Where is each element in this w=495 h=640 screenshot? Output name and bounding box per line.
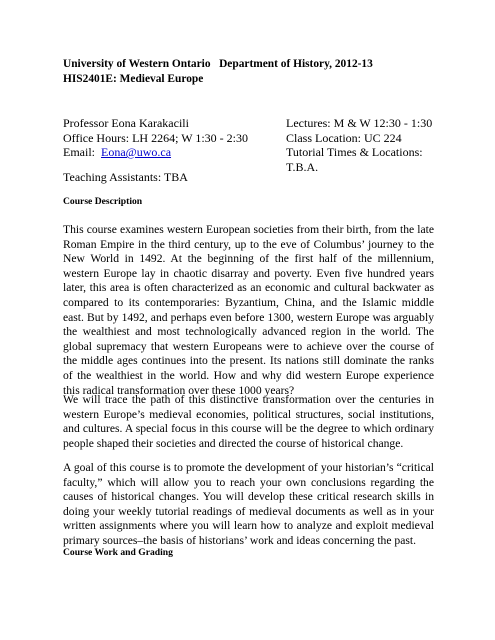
lecture-times: Lectures: M & W 12:30 - 1:30 <box>286 116 433 130</box>
description-paragraph-3: A goal of this course is to promote the development of your historian’s “critical faculty,” which will allow you to reach your own conclusions regarding the causes of historical changes. You will develop these critical research skills in doing your weekly tutorial readings of medieval documents as well as in your written assignments where you will learn how to analyze and exploit medieval primary sources–the basis of historians’ work and ideas concerning the past. <box>63 461 434 547</box>
description-paragraph-1: This course examines western European societies from their birth, from the late Roman Empire in the third century, up to the eve of Columbus’ journey to the New World in 1492. At the beginning of the first half of the millennium, western Europe lay in chaotic disarray and poverty. Even five hundred years later, this area is often characterized as an economic and cultural backwater as compared to its contemporaries: Byzantium, China, and the Islamic middle east. But by 1492, and perhaps even before 1300, western Europe was arguably the wealthiest and most technologically advanced region in the world. The global supremacy that western Europeans were to achieve over the course of the middle ages continues into the present. Its nations still dominate the ranks of the wealthiest in the world. How and why did western Europe experience this radical transformation over these 1000 years? <box>63 223 434 397</box>
course-work-grading-heading: Course Work and Grading <box>63 547 173 558</box>
email-line <box>63 145 273 160</box>
course-description-heading: Course Description <box>63 196 143 207</box>
tutorial-value: T.B.A. <box>286 159 319 174</box>
class-location: Class Location: UC 224 <box>286 130 402 145</box>
schedule-info <box>286 116 476 174</box>
tutorial-label: Tutorial Times & Locations: <box>286 145 423 159</box>
course-title: HIS2401E: Medieval Europe <box>63 73 204 85</box>
institution-department-line: University of Western Ontario Department of History, 2012-13 <box>63 58 373 70</box>
email-link[interactable]: Eona@uwo.ca <box>101 145 172 159</box>
office-hours: Office Hours: LH 2264; W 1:30 - 2:30 <box>63 130 248 145</box>
email-label: Email: <box>63 145 101 159</box>
document-header <box>63 57 463 87</box>
professor-name: Professor Eona Karakacili <box>63 116 189 130</box>
description-paragraph-2: We will trace the path of this distinctive transformation over the centuries in western Europe’s medieval economies, political structures, social institutions, and cultures. A special focus in this course will be the degree to which ordinary people shaped their societies and directed the course of historical change. <box>63 393 434 450</box>
teaching-assistants: Teaching Assistants: TBA <box>63 170 188 184</box>
instructor-info <box>63 116 273 160</box>
